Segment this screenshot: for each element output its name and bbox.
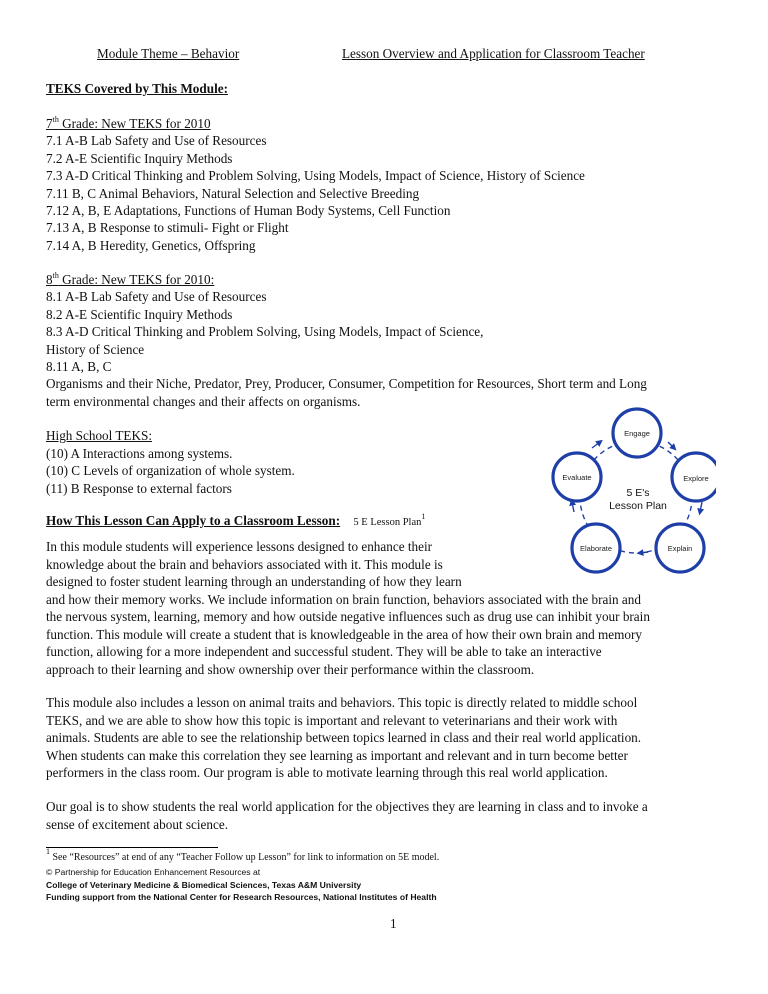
college-line: College of Veterinary Medicine & Biomedical Sciences, Texas A&M University — [46, 880, 362, 890]
grade7-item: 7.11 B, C Animal Behaviors, Natural Selection and Selective Breeding — [46, 185, 420, 201]
grade7-item: 7.1 A-B Lab Safety and Use of Resources — [46, 133, 267, 148]
grade7-heading: 7th Grade: New TEKS for 2010 — [46, 115, 211, 131]
grade8-item: History of Science — [46, 341, 145, 357]
header-lesson-overview: Lesson Overview and Application for Classroom Teacher — [342, 46, 645, 61]
diagram-center-subtitle: Lesson Plan — [609, 500, 667, 512]
node-engage — [613, 409, 661, 457]
apply-heading: How This Lesson Can Apply to a Classroom Lesson: — [46, 513, 341, 528]
apply-note: 5 E Lesson Plan$^1$ — [353, 512, 426, 528]
grade7-item: 7.14 A, B Heredity, Genetics, Offspring — [46, 237, 256, 253]
highschool-item: (11) B Response to external factors — [46, 480, 232, 496]
para3-line: sense of excitement about science. — [46, 816, 228, 832]
cycle-arrow — [640, 552, 648, 553]
highschool-item: (10) A Interactions among systems. — [46, 445, 233, 461]
diagram-center-title: 5 E's — [626, 487, 650, 499]
apply-heading-row — [46, 513, 425, 529]
svg-text:Explore: Explore — [683, 474, 709, 483]
grade8-item: 8.2 A-E Scientific Inquiry Methods — [46, 306, 233, 322]
highschool-heading: High School TEKS: — [46, 428, 152, 443]
para1-line: the nervous system, learning, memory and how outside negative influences such as drug use can inhibit your brain — [46, 609, 650, 624]
para2-line: When students can make this correlation they see learning as important and relevant and in turn become better — [46, 747, 628, 763]
five-e-diagram — [544, 402, 716, 574]
teks-title: TEKS Covered by This Module: — [46, 81, 228, 96]
cycle-arrow — [592, 442, 600, 448]
para2-line: animals. Students are able to see the relationship between topics learned in class and their real world application. — [46, 730, 642, 745]
grade7-item: 7.2 A-E Scientific Inquiry Methods — [46, 150, 233, 166]
node-explain — [656, 524, 704, 572]
cycle-arrow — [572, 502, 574, 512]
page-number: 1 — [390, 916, 397, 931]
grade8-heading: 8th Grade: New TEKS for 2010: — [46, 271, 215, 287]
cycle-arrow — [700, 502, 702, 512]
cycle-arrow — [668, 442, 674, 448]
grade7-item: 7.13 A, B Response to stimuli- Fight or Flight — [46, 220, 289, 235]
grade7-item: 7.3 A-D Critical Thinking and Problem Solving, Using Models, Impact of Science, History of Science — [46, 168, 585, 183]
para1-line: and how their memory works. We include information on brain function, behaviors associated with the brain and — [46, 591, 641, 607]
highschool-item: (10) C Levels of organization of whole system. — [46, 463, 295, 478]
svg-text:Explain: Explain — [667, 544, 693, 553]
header-module-theme: Module Theme – Behavior — [97, 46, 240, 61]
para2-line: This module also includes a lesson on animal traits and behaviors. This topic is directly related to middle school — [46, 695, 638, 710]
grade7-item: 7.12 A, B, E Adaptations, Functions of Human Body Systems, Cell Function — [46, 203, 451, 218]
grade8-item: 8.3 A-D Critical Thinking and Problem Solving, Using Models, Impact of Science, — [46, 324, 484, 339]
para1-line: In this module students will experience lessons designed to enhance their — [46, 539, 433, 554]
para1-line: function. This module will create a student that is knowledgeable in the area of how their own brain and memory — [46, 626, 642, 642]
para1-line: function, allowing for a more independent and successful student. They will be able to take an interactive — [46, 644, 602, 659]
svg-text:Engage: Engage — [624, 429, 650, 438]
node-elaborate — [572, 524, 620, 572]
grade8-item: Organisms and their Niche, Predator, Prey, Producer, Consumer, Competition for Resources, Short term and Long — [46, 376, 647, 391]
funding-line: Funding support from the National Center for Research Resources, National Institutes of Health — [46, 892, 437, 902]
para1-line: designed to foster student learning through an understanding of how they learn — [46, 574, 462, 589]
svg-text:Elaborate: Elaborate — [579, 544, 613, 553]
footnote: $^1$ See “Resources” at end of any “Teacher Follow up Lesson” for link to information on 5E model. — [46, 847, 440, 863]
svg-text:Evaluate: Evaluate — [562, 473, 592, 482]
para1-line: knowledge about the brain and behaviors associated with it. This module is — [46, 556, 443, 572]
grade8-item: term environmental changes and their affects on organisms. — [46, 393, 361, 409]
grade8-item: 8.1 A-B Lab Safety and Use of Resources — [46, 289, 267, 304]
node-evaluate — [553, 453, 601, 501]
para3-line: Our goal is to show students the real world application for the objectives they are learning in class and to invoke a — [46, 799, 648, 814]
para2-line: performers in the class room. Our program is able to motivate learning through this real world application. — [46, 765, 608, 780]
footnote-divider — [46, 847, 218, 848]
grade8-item: 8.11 A, B, C — [46, 359, 112, 374]
para2-line: TEKS, and we are able to show how this topic is important and relevant to veterinarians and their work with — [46, 712, 618, 728]
node-explore — [672, 453, 716, 501]
copyright-line: © Partnership for Education Enhancement Resources at — [46, 867, 261, 877]
para1-line: approach to their learning and show ownership over their performance within the classroom. — [46, 661, 535, 677]
